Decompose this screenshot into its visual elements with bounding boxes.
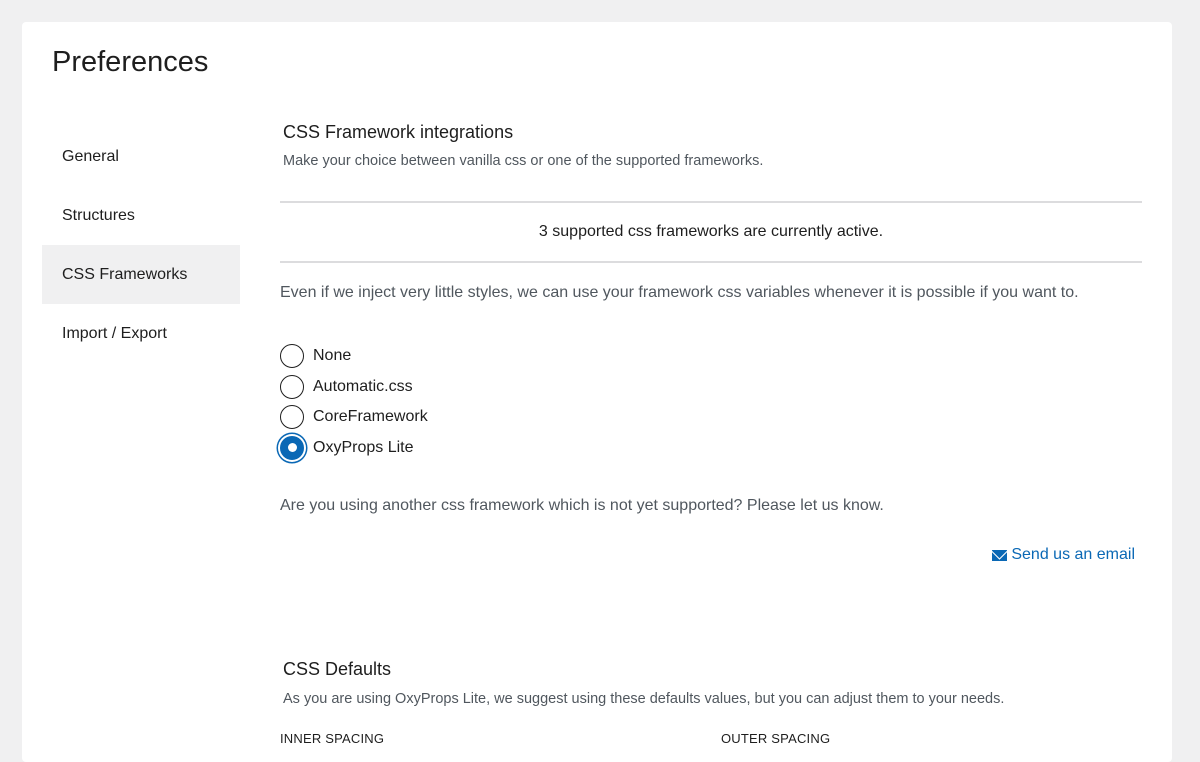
sidebar-nav [42, 127, 240, 363]
send-email-label: Send us an email [1011, 546, 1135, 563]
nav-item-import-export[interactable]: Import / Export [62, 324, 167, 342]
outer-spacing-label: OUTER SPACING [721, 731, 831, 746]
nav-item-css-frameworks[interactable]: CSS Frameworks [42, 245, 240, 304]
envelope-icon [992, 550, 1007, 561]
page-title: Preferences [52, 46, 209, 78]
nav-item-general[interactable]: General [62, 147, 119, 165]
css-defaults-description: As you are using OxyProps Lite, we suggest using these defaults values, but you can adjust them to your needs. [283, 691, 1005, 707]
unsupported-framework-text: Are you using another css framework which is not yet supported? Please let us know. [280, 497, 884, 514]
nav-item-structures[interactable]: Structures [62, 206, 135, 224]
inner-spacing-label: INNER SPACING [280, 731, 385, 746]
active-frameworks-notice: 3 supported css frameworks are currently active. [280, 201, 1142, 263]
preferences-card [22, 22, 1172, 762]
radio-circle-selected[interactable] [280, 436, 304, 460]
frameworks-description: Make your choice between vanilla css or one of the supported frameworks. [283, 153, 764, 169]
css-defaults-heading: CSS Defaults [283, 659, 392, 679]
radio-label: CoreFramework [313, 408, 428, 426]
radio-circle[interactable] [280, 405, 304, 429]
radio-circle[interactable] [280, 344, 304, 368]
radio-label: None [313, 347, 352, 365]
radio-coreframework[interactable] [280, 402, 428, 433]
radio-circle[interactable] [280, 375, 304, 399]
radio-label: OxyProps Lite [313, 438, 414, 456]
framework-radio-group [280, 341, 428, 463]
send-email-link[interactable] [992, 546, 1135, 564]
radio-oxyprops-lite[interactable] [280, 433, 428, 464]
frameworks-info: Even if we inject very little styles, we can use your framework css variables whenever it is possible if you want to. [280, 284, 1079, 301]
radio-automatic-css[interactable] [280, 372, 428, 403]
frameworks-heading: CSS Framework integrations [283, 122, 514, 142]
radio-label: Automatic.css [313, 377, 413, 395]
radio-none[interactable] [280, 341, 428, 372]
